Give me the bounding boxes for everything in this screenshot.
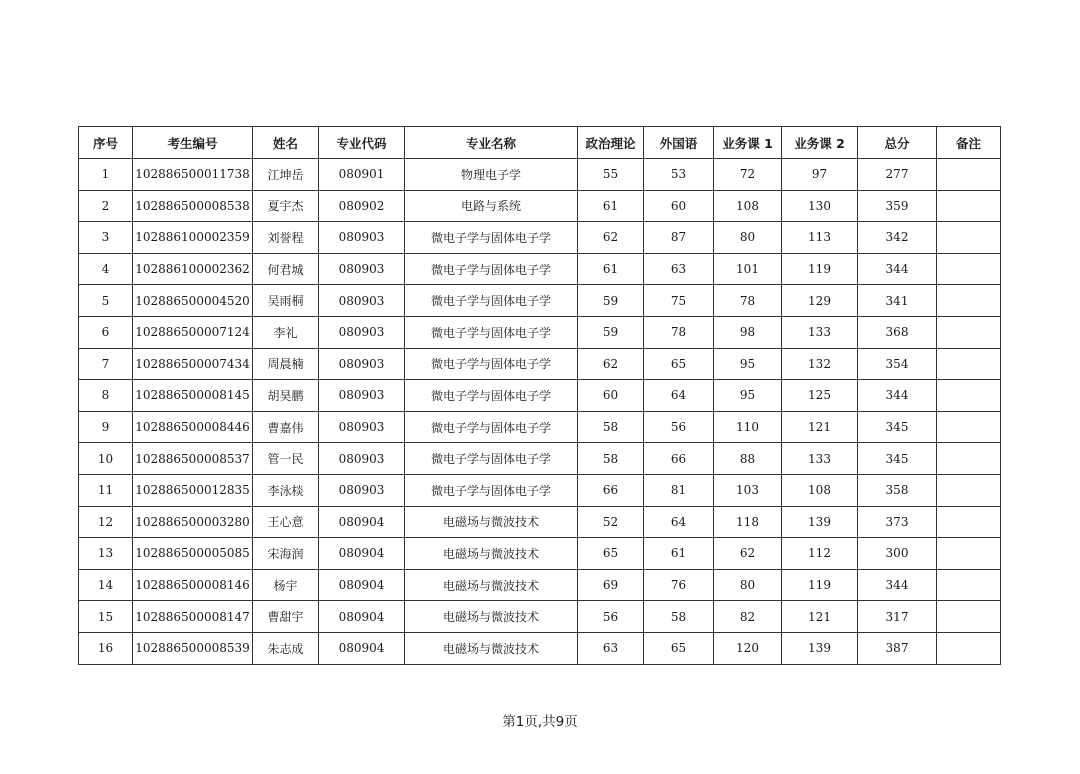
cell-col-course-1: 108 [714,190,782,222]
cell-col-foreign-language: 66 [644,443,714,475]
cell-col-name: 管一民 [253,443,319,475]
cell-col-major-name: 微电子学与固体电子学 [405,474,578,506]
cell-col-remarks [937,253,1001,285]
cell-col-remarks [937,443,1001,475]
cell-col-total: 345 [858,411,937,443]
cell-col-remarks [937,316,1001,348]
cell-col-foreign-language: 63 [644,253,714,285]
cell-col-foreign-language: 78 [644,316,714,348]
cell-col-serial: 5 [79,285,133,317]
cell-col-major-code: 080903 [319,411,405,443]
cell-col-course-2: 133 [782,316,858,348]
cell-col-course-2: 139 [782,632,858,664]
cell-col-name: 王心意 [253,506,319,538]
cell-col-course-2: 133 [782,443,858,475]
score-table [78,126,1001,665]
cell-col-course-2: 139 [782,506,858,538]
cell-col-major-code: 080903 [319,316,405,348]
cell-col-name: 刘誉程 [253,222,319,254]
cell-col-total: 345 [858,443,937,475]
cell-col-major-code: 080901 [319,159,405,191]
cell-col-politics: 62 [578,222,644,254]
cell-col-foreign-language: 87 [644,222,714,254]
cell-col-serial: 10 [79,443,133,475]
cell-col-course-1: 98 [714,316,782,348]
cell-col-course-1: 62 [714,538,782,570]
cell-col-exam-id: 102886500008538 [133,190,253,222]
cell-col-politics: 56 [578,601,644,633]
header-col-course-1: 业务课 1 [714,127,782,159]
cell-col-total: 358 [858,474,937,506]
cell-col-serial: 12 [79,506,133,538]
cell-col-serial: 2 [79,190,133,222]
cell-col-course-1: 103 [714,474,782,506]
cell-col-major-code: 080902 [319,190,405,222]
cell-col-major-name: 微电子学与固体电子学 [405,380,578,412]
header-col-serial: 序号 [79,127,133,159]
cell-col-exam-id: 102886500007124 [133,316,253,348]
cell-col-total: 317 [858,601,937,633]
cell-col-name: 曹嘉伟 [253,411,319,443]
cell-col-serial: 16 [79,632,133,664]
cell-col-exam-id: 102886500007434 [133,348,253,380]
cell-col-course-2: 125 [782,380,858,412]
cell-col-serial: 11 [79,474,133,506]
header-col-total: 总分 [858,127,937,159]
cell-col-politics: 55 [578,159,644,191]
cell-col-name: 杨宇 [253,569,319,601]
cell-col-major-code: 080903 [319,222,405,254]
cell-col-remarks [937,506,1001,538]
cell-col-politics: 63 [578,632,644,664]
cell-col-total: 300 [858,538,937,570]
cell-col-course-1: 88 [714,443,782,475]
cell-col-course-2: 132 [782,348,858,380]
cell-col-name: 李泳棪 [253,474,319,506]
cell-col-course-1: 95 [714,348,782,380]
cell-col-major-code: 080903 [319,348,405,380]
table-row [79,380,1001,412]
cell-col-major-name: 电磁场与微波技术 [405,569,578,601]
cell-col-politics: 62 [578,348,644,380]
cell-col-remarks [937,159,1001,191]
cell-col-course-2: 119 [782,569,858,601]
header-col-remarks: 备注 [937,127,1001,159]
cell-col-name: 吴雨桐 [253,285,319,317]
cell-col-major-name: 微电子学与固体电子学 [405,222,578,254]
cell-col-course-1: 110 [714,411,782,443]
cell-col-foreign-language: 60 [644,190,714,222]
cell-col-foreign-language: 65 [644,632,714,664]
table-row [79,411,1001,443]
header-col-course-2: 业务课 2 [782,127,858,159]
cell-col-major-code: 080904 [319,601,405,633]
cell-col-major-code: 080903 [319,474,405,506]
cell-col-course-2: 97 [782,159,858,191]
cell-col-total: 341 [858,285,937,317]
cell-col-politics: 61 [578,190,644,222]
cell-col-name: 李礼 [253,316,319,348]
cell-col-course-2: 130 [782,190,858,222]
cell-col-major-name: 微电子学与固体电子学 [405,348,578,380]
cell-col-politics: 60 [578,380,644,412]
cell-col-major-name: 微电子学与固体电子学 [405,285,578,317]
cell-col-exam-id: 102886100002359 [133,222,253,254]
page-number: 第1页,共9页 [502,714,578,730]
cell-col-major-code: 080903 [319,285,405,317]
cell-col-foreign-language: 75 [644,285,714,317]
cell-col-course-1: 72 [714,159,782,191]
cell-col-exam-id: 102886500008146 [133,569,253,601]
cell-col-major-name: 微电子学与固体电子学 [405,411,578,443]
cell-col-foreign-language: 56 [644,411,714,443]
cell-col-serial: 8 [79,380,133,412]
table-row [79,190,1001,222]
header-col-major-code: 专业代码 [319,127,405,159]
table-row [79,348,1001,380]
cell-col-foreign-language: 53 [644,159,714,191]
cell-col-course-1: 80 [714,222,782,254]
cell-col-foreign-language: 61 [644,538,714,570]
cell-col-foreign-language: 65 [644,348,714,380]
table-row [79,632,1001,664]
cell-col-major-code: 080903 [319,253,405,285]
cell-col-total: 344 [858,253,937,285]
cell-col-name: 胡昊鹏 [253,380,319,412]
cell-col-total: 373 [858,506,937,538]
cell-col-serial: 1 [79,159,133,191]
cell-col-remarks [937,411,1001,443]
table-row [79,601,1001,633]
cell-col-course-1: 95 [714,380,782,412]
cell-col-serial: 13 [79,538,133,570]
cell-col-course-1: 101 [714,253,782,285]
cell-col-remarks [937,474,1001,506]
cell-col-remarks [937,538,1001,570]
cell-col-total: 342 [858,222,937,254]
cell-col-exam-id: 102886500008537 [133,443,253,475]
cell-col-serial: 9 [79,411,133,443]
cell-col-course-2: 113 [782,222,858,254]
cell-col-politics: 58 [578,443,644,475]
cell-col-remarks [937,190,1001,222]
table-body [79,159,1001,665]
cell-col-politics: 59 [578,285,644,317]
cell-col-exam-id: 102886500008147 [133,601,253,633]
cell-col-politics: 59 [578,316,644,348]
cell-col-course-2: 121 [782,601,858,633]
header-col-politics: 政治理论 [578,127,644,159]
table-row [79,316,1001,348]
cell-col-major-name: 电路与系统 [405,190,578,222]
cell-col-major-name: 物理电子学 [405,159,578,191]
cell-col-exam-id: 102886500005085 [133,538,253,570]
header-col-exam-id: 考生编号 [133,127,253,159]
cell-col-major-name: 电磁场与微波技术 [405,632,578,664]
cell-col-politics: 58 [578,411,644,443]
cell-col-major-code: 080904 [319,538,405,570]
cell-col-remarks [937,569,1001,601]
cell-col-foreign-language: 76 [644,569,714,601]
cell-col-remarks [937,601,1001,633]
cell-col-exam-id: 102886100002362 [133,253,253,285]
cell-col-remarks [937,380,1001,412]
cell-col-major-name: 微电子学与固体电子学 [405,316,578,348]
cell-col-exam-id: 102886500012835 [133,474,253,506]
cell-col-name: 曹甜宇 [253,601,319,633]
cell-col-remarks [937,222,1001,254]
table-row [79,159,1001,191]
cell-col-course-1: 82 [714,601,782,633]
cell-col-politics: 69 [578,569,644,601]
table-row [79,222,1001,254]
cell-col-total: 387 [858,632,937,664]
header-col-major-name: 专业名称 [405,127,578,159]
cell-col-exam-id: 102886500003280 [133,506,253,538]
cell-col-serial: 15 [79,601,133,633]
cell-col-remarks [937,632,1001,664]
cell-col-total: 368 [858,316,937,348]
cell-col-serial: 3 [79,222,133,254]
cell-col-major-name: 电磁场与微波技术 [405,601,578,633]
cell-col-course-2: 119 [782,253,858,285]
table-row [79,538,1001,570]
cell-col-total: 359 [858,190,937,222]
cell-col-major-name: 微电子学与固体电子学 [405,443,578,475]
cell-col-politics: 65 [578,538,644,570]
cell-col-name: 何君城 [253,253,319,285]
header-col-name: 姓名 [253,127,319,159]
cell-col-major-code: 080904 [319,632,405,664]
cell-col-remarks [937,285,1001,317]
cell-col-exam-id: 102886500011738 [133,159,253,191]
cell-col-course-1: 80 [714,569,782,601]
cell-col-total: 344 [858,569,937,601]
cell-col-total: 344 [858,380,937,412]
cell-col-politics: 52 [578,506,644,538]
cell-col-major-name: 电磁场与微波技术 [405,506,578,538]
cell-col-serial: 4 [79,253,133,285]
cell-col-course-1: 78 [714,285,782,317]
cell-col-foreign-language: 64 [644,380,714,412]
cell-col-major-code: 080903 [319,443,405,475]
cell-col-name: 周晨楠 [253,348,319,380]
table-row [79,474,1001,506]
cell-col-total: 277 [858,159,937,191]
cell-col-course-1: 118 [714,506,782,538]
cell-col-major-name: 微电子学与固体电子学 [405,253,578,285]
cell-col-major-code: 080903 [319,380,405,412]
table-row [79,506,1001,538]
cell-col-major-name: 电磁场与微波技术 [405,538,578,570]
cell-col-name: 江坤岳 [253,159,319,191]
table-row [79,443,1001,475]
header-col-foreign-language: 外国语 [644,127,714,159]
cell-col-name: 夏宇杰 [253,190,319,222]
table-row [79,285,1001,317]
cell-col-exam-id: 102886500008539 [133,632,253,664]
cell-col-course-2: 112 [782,538,858,570]
cell-col-foreign-language: 64 [644,506,714,538]
table-row [79,253,1001,285]
cell-col-course-1: 120 [714,632,782,664]
cell-col-course-2: 108 [782,474,858,506]
cell-col-politics: 61 [578,253,644,285]
cell-col-serial: 14 [79,569,133,601]
cell-col-serial: 7 [79,348,133,380]
cell-col-foreign-language: 81 [644,474,714,506]
cell-col-total: 354 [858,348,937,380]
cell-col-course-2: 121 [782,411,858,443]
cell-col-foreign-language: 58 [644,601,714,633]
cell-col-remarks [937,348,1001,380]
cell-col-exam-id: 102886500008145 [133,380,253,412]
cell-col-exam-id: 102886500008446 [133,411,253,443]
cell-col-serial: 6 [79,316,133,348]
cell-col-major-code: 080904 [319,506,405,538]
table-header-row [79,127,1001,159]
cell-col-exam-id: 102886500004520 [133,285,253,317]
cell-col-name: 宋海润 [253,538,319,570]
cell-col-politics: 66 [578,474,644,506]
cell-col-course-2: 129 [782,285,858,317]
cell-col-name: 朱志成 [253,632,319,664]
cell-col-major-code: 080904 [319,569,405,601]
table-row [79,569,1001,601]
